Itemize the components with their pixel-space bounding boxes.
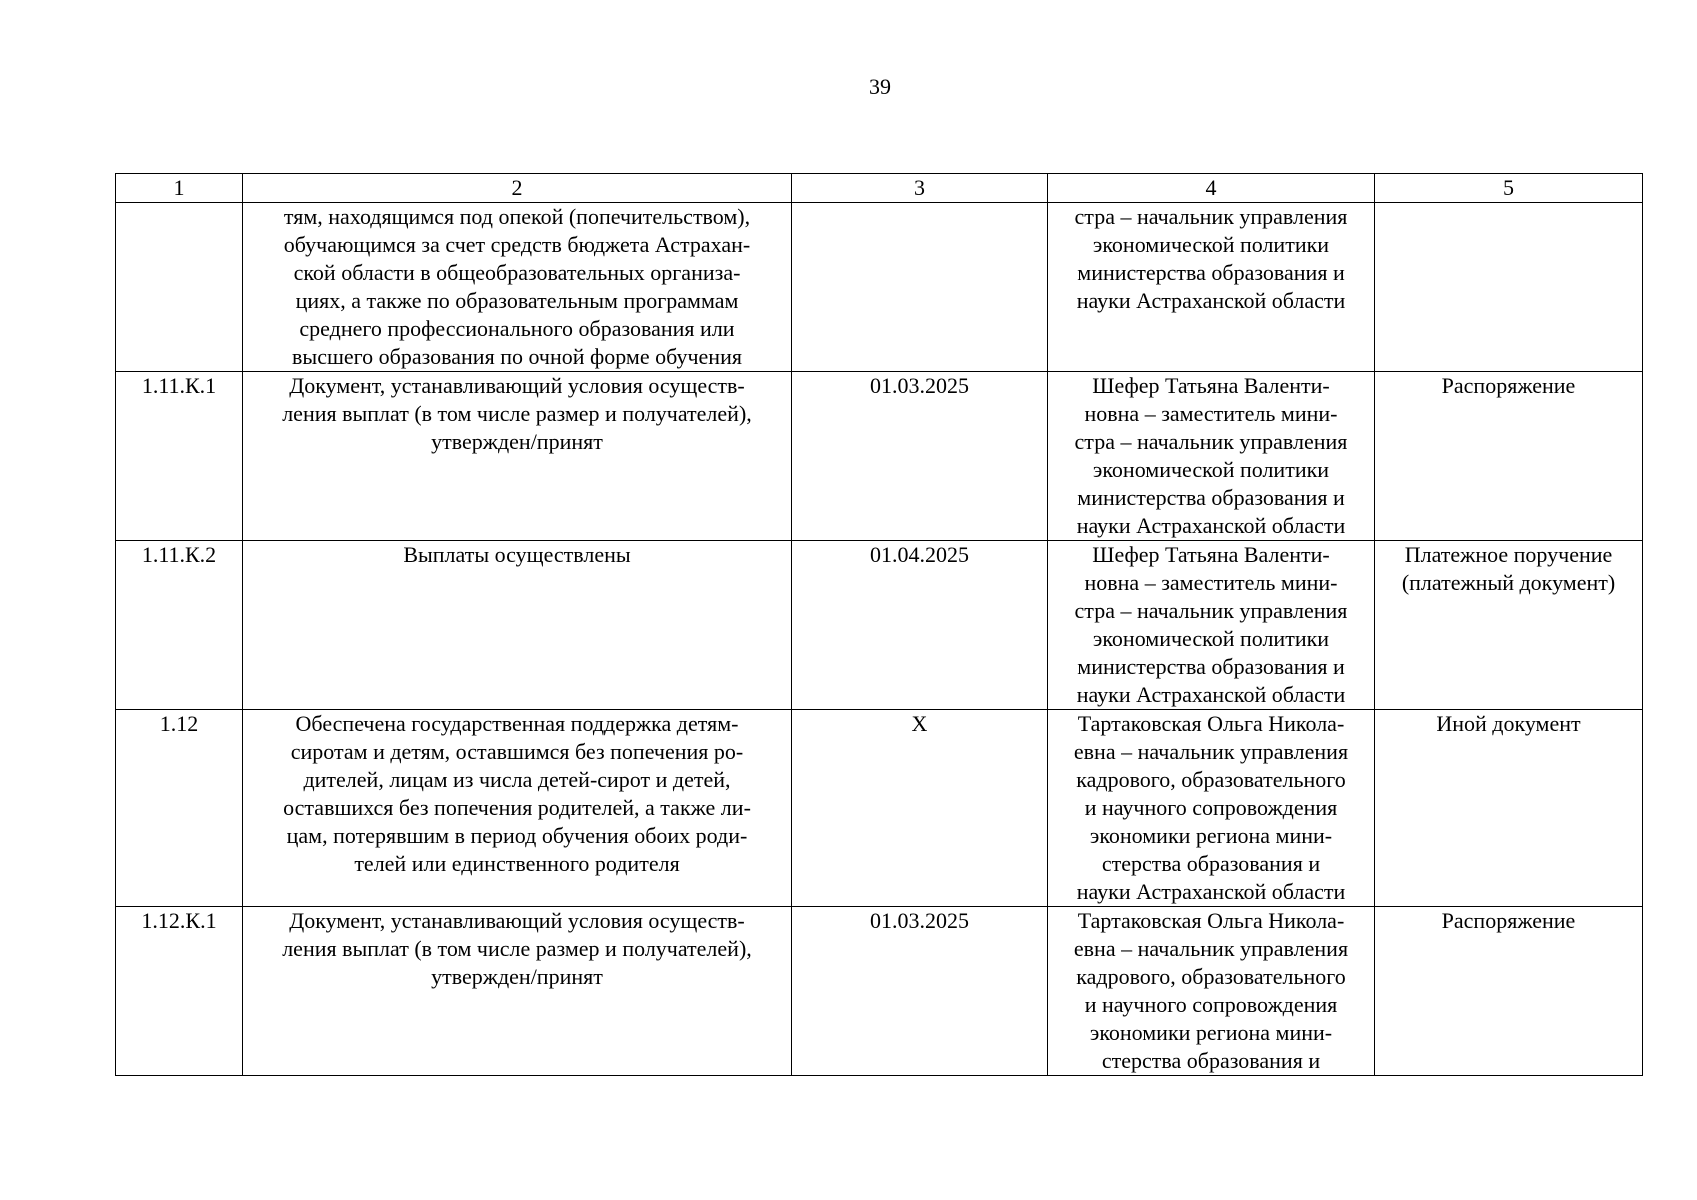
page-number: 39 bbox=[869, 74, 891, 99]
row-date: 01.03.2025 bbox=[870, 373, 969, 398]
row-responsible: Тартаковская Ольга Никола- евна – начальник управления кадрового, образовательного и научного сопровождения экономики региона мини- стерства образования и bbox=[1073, 908, 1349, 1073]
column-number-2: 2 bbox=[243, 174, 792, 203]
date-cell bbox=[792, 203, 1048, 372]
responsible-cell bbox=[1048, 710, 1375, 907]
column-number-1: 1 bbox=[116, 174, 243, 203]
description-cell bbox=[243, 372, 792, 541]
description-cell bbox=[243, 710, 792, 907]
date-cell bbox=[792, 710, 1048, 907]
description-cell bbox=[243, 203, 792, 372]
row-id: 1.12 bbox=[159, 711, 199, 736]
column-number-4: 4 bbox=[1048, 174, 1375, 203]
row-id-cell bbox=[116, 203, 243, 372]
table-header-row bbox=[116, 174, 1643, 203]
row-id-cell bbox=[116, 710, 243, 907]
row-responsible: Шефер Татьяна Валенти- новна – заместитель мини- стра – начальник управления экономической политики министерства образования и науки Астраханской области bbox=[1074, 373, 1348, 538]
table-row bbox=[116, 203, 1643, 372]
document-cell bbox=[1375, 907, 1643, 1076]
row-id-cell bbox=[116, 907, 243, 1076]
document-cell bbox=[1375, 710, 1643, 907]
table-row bbox=[116, 710, 1643, 907]
responsible-cell bbox=[1048, 203, 1375, 372]
row-responsible: стра – начальник управления экономической политики министерства образования и науки Астраханской области bbox=[1074, 204, 1348, 313]
date-cell bbox=[792, 541, 1048, 710]
row-responsible: Шефер Татьяна Валенти- новна – заместитель мини- стра – начальник управления экономической политики министерства образования и науки Астраханской области bbox=[1074, 542, 1348, 707]
row-document: Распоряжение bbox=[1441, 908, 1576, 933]
description-cell bbox=[243, 541, 792, 710]
responsible-cell bbox=[1048, 541, 1375, 710]
row-id-cell bbox=[116, 541, 243, 710]
column-number-3: 3 bbox=[792, 174, 1048, 203]
description-cell bbox=[243, 907, 792, 1076]
row-date: 01.03.2025 bbox=[870, 908, 969, 933]
column-number-5: 5 bbox=[1375, 174, 1643, 203]
document-cell bbox=[1375, 541, 1643, 710]
document-table bbox=[115, 173, 1643, 1076]
row-id-cell bbox=[116, 372, 243, 541]
date-cell bbox=[792, 372, 1048, 541]
document-cell bbox=[1375, 372, 1643, 541]
row-description: Выплаты осуществлены bbox=[403, 542, 631, 567]
row-document: Иной документ bbox=[1436, 711, 1581, 736]
row-description: Документ, устанавливающий условия осуществ- ления выплат (в том числе размер и получателей), утвержден/принят bbox=[282, 908, 752, 989]
table-row bbox=[116, 372, 1643, 541]
table-row bbox=[116, 907, 1643, 1076]
date-cell bbox=[792, 907, 1048, 1076]
row-id: 1.11.К.1 bbox=[141, 373, 217, 398]
row-document: Распоряжение bbox=[1441, 373, 1576, 398]
row-description: тям, находящимся под опекой (попечительством), обучающимся за счет средств бюджета Астрахан- ской области в общеобразовательных организа- циях, а также по образовательным программам среднего профессионального образования или высшего образования по очной форме обучения bbox=[283, 204, 751, 369]
document-cell bbox=[1375, 203, 1643, 372]
row-date: X bbox=[911, 711, 928, 736]
row-description: Обеспечена государственная поддержка детям- сиротам и детям, оставшимся без попечения ро- дителей, лицам из числа детей-сирот и детей, оставшихся без попечения родителей, а также ли- цам, потерявшим в период обучения обоих роди- телей или единственного родителя bbox=[283, 711, 751, 876]
row-id: 1.11.К.2 bbox=[141, 542, 217, 567]
row-id: 1.12.К.1 bbox=[141, 908, 217, 933]
row-document: Платежное поручение (платежный документ) bbox=[1401, 542, 1616, 595]
responsible-cell bbox=[1048, 372, 1375, 541]
row-date: 01.04.2025 bbox=[870, 542, 969, 567]
responsible-cell bbox=[1048, 907, 1375, 1076]
table-row bbox=[116, 541, 1643, 710]
row-responsible: Тартаковская Ольга Никола- евна – начальник управления кадрового, образовательного и научного сопровождения экономики региона мини- стерства образования и науки Астраханской области bbox=[1073, 711, 1349, 904]
row-description: Документ, устанавливающий условия осуществ- ления выплат (в том числе размер и получателей), утвержден/принят bbox=[282, 373, 752, 454]
